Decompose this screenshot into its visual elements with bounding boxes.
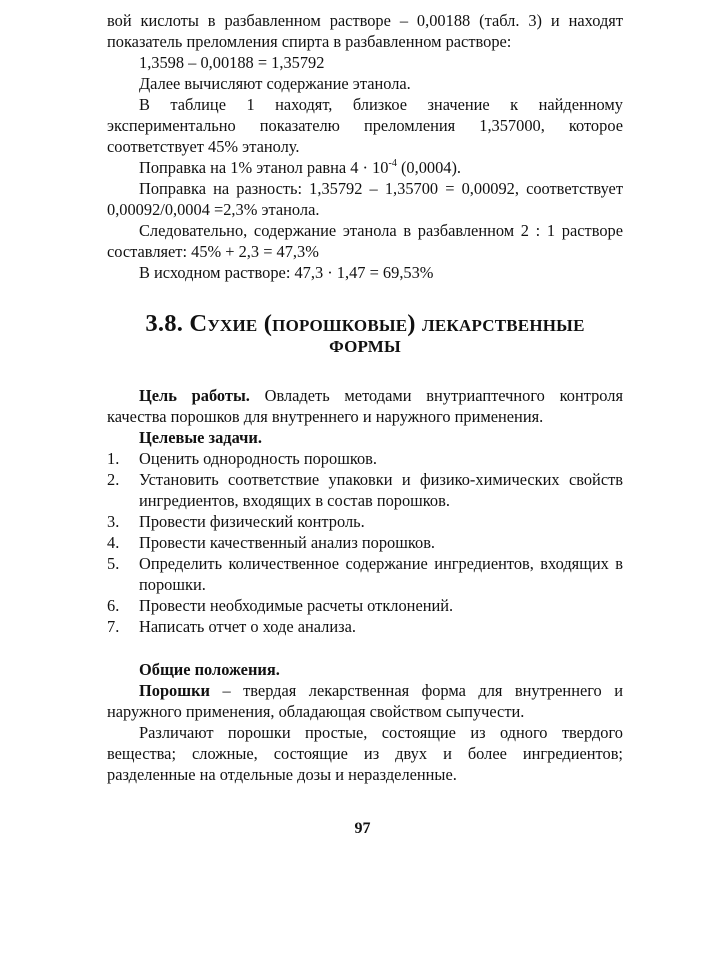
goal-text: Овладеть методами внутриаптечного контроля качества порошков для внутреннего и наружного применения. (107, 386, 623, 426)
correction-text: Поправка на 1% этанол равна 4 · 10 (139, 158, 389, 177)
task-number: 6. (107, 596, 120, 615)
task-number: 5. (107, 554, 120, 573)
list-item (107, 469, 623, 511)
task-text: Провести необходимые расчеты отклонений. (139, 596, 454, 615)
paragraph-difference-correction: Поправка на разность: 1,35792 – 1,35700 = 0,00092, соответствует 0,00092/0,0004 =2,3% этанола. (107, 179, 623, 219)
task-text: Определить количественное содержание ингредиентов, входящих в порошки. (139, 554, 623, 594)
paragraph-original-content: В исходном растворе: 47,3 · 1,47 = 69,53% (139, 263, 434, 282)
list-item (107, 595, 623, 616)
task-number: 1. (107, 449, 120, 468)
definition-term: Порошки (139, 681, 210, 700)
paragraph-refraction-intro: вой кислоты в разбавленном растворе – 0,00188 (табл. 3) и находят показатель преломления спирта в разбавленном растворе: (107, 11, 623, 51)
paragraph-ethanol-calc: Далее вычисляют содержание этанола. (139, 74, 411, 93)
correction-value: (0,0004). (396, 158, 462, 177)
definition-text: – твердая лекарственная форма для внутреннего и наружного применения, обладающая свойством сыпучести. (107, 681, 623, 721)
page-number: 97 (354, 820, 371, 837)
list-item (107, 448, 623, 469)
task-number: 2. (107, 470, 120, 489)
tasks-list (107, 448, 623, 637)
formula-subtraction: 1,3598 – 0,00188 = 1,35792 (139, 53, 325, 72)
general-title: Общие положения. (139, 660, 280, 679)
paragraph-diluted-content: Следовательно, содержание этанола в разбавленном 2 : 1 растворе составляет: 45% + 2,3 = 47,3% (107, 221, 623, 261)
task-text: Написать отчет о ходе анализа. (139, 617, 356, 636)
list-item (107, 616, 623, 637)
tasks-title: Целевые задачи. (139, 428, 262, 447)
paragraph-powder-types: Различают порошки простые, состоящие из одного твердого вещества; сложные, состоящие из двух и более ингредиентов; разделенные на отдельные дозы и неразделенные. (107, 723, 623, 784)
list-item (107, 511, 623, 532)
task-text: Провести физический контроль. (139, 512, 365, 531)
task-text: Оценить однородность порошков. (139, 449, 377, 468)
paragraph-correction-per-percent (107, 157, 623, 178)
paragraph-goal (107, 385, 623, 427)
paragraph-definition (107, 680, 623, 722)
correction-exponent: -4 (388, 158, 397, 169)
task-number: 3. (107, 512, 120, 531)
task-text: Провести качественный анализ порошков. (139, 533, 436, 552)
paragraph-table-lookup: В таблице 1 находят, близкое значение к найденному экспериментально показателю преломления 1,357000, которое соответствует 45% этанолу. (107, 95, 623, 156)
page-body (107, 10, 623, 785)
task-number: 4. (107, 533, 120, 552)
goal-label: Цель работы. (139, 386, 250, 405)
task-number: 7. (107, 617, 120, 636)
task-text: Установить соответствие упаковки и физико-химических свойств ингредиентов, входящих в состав порошков. (139, 470, 623, 510)
list-item (107, 532, 623, 553)
section-heading: 3.8. Сухие (порошковые) лекарственные формы (145, 310, 585, 358)
list-item (107, 553, 623, 595)
